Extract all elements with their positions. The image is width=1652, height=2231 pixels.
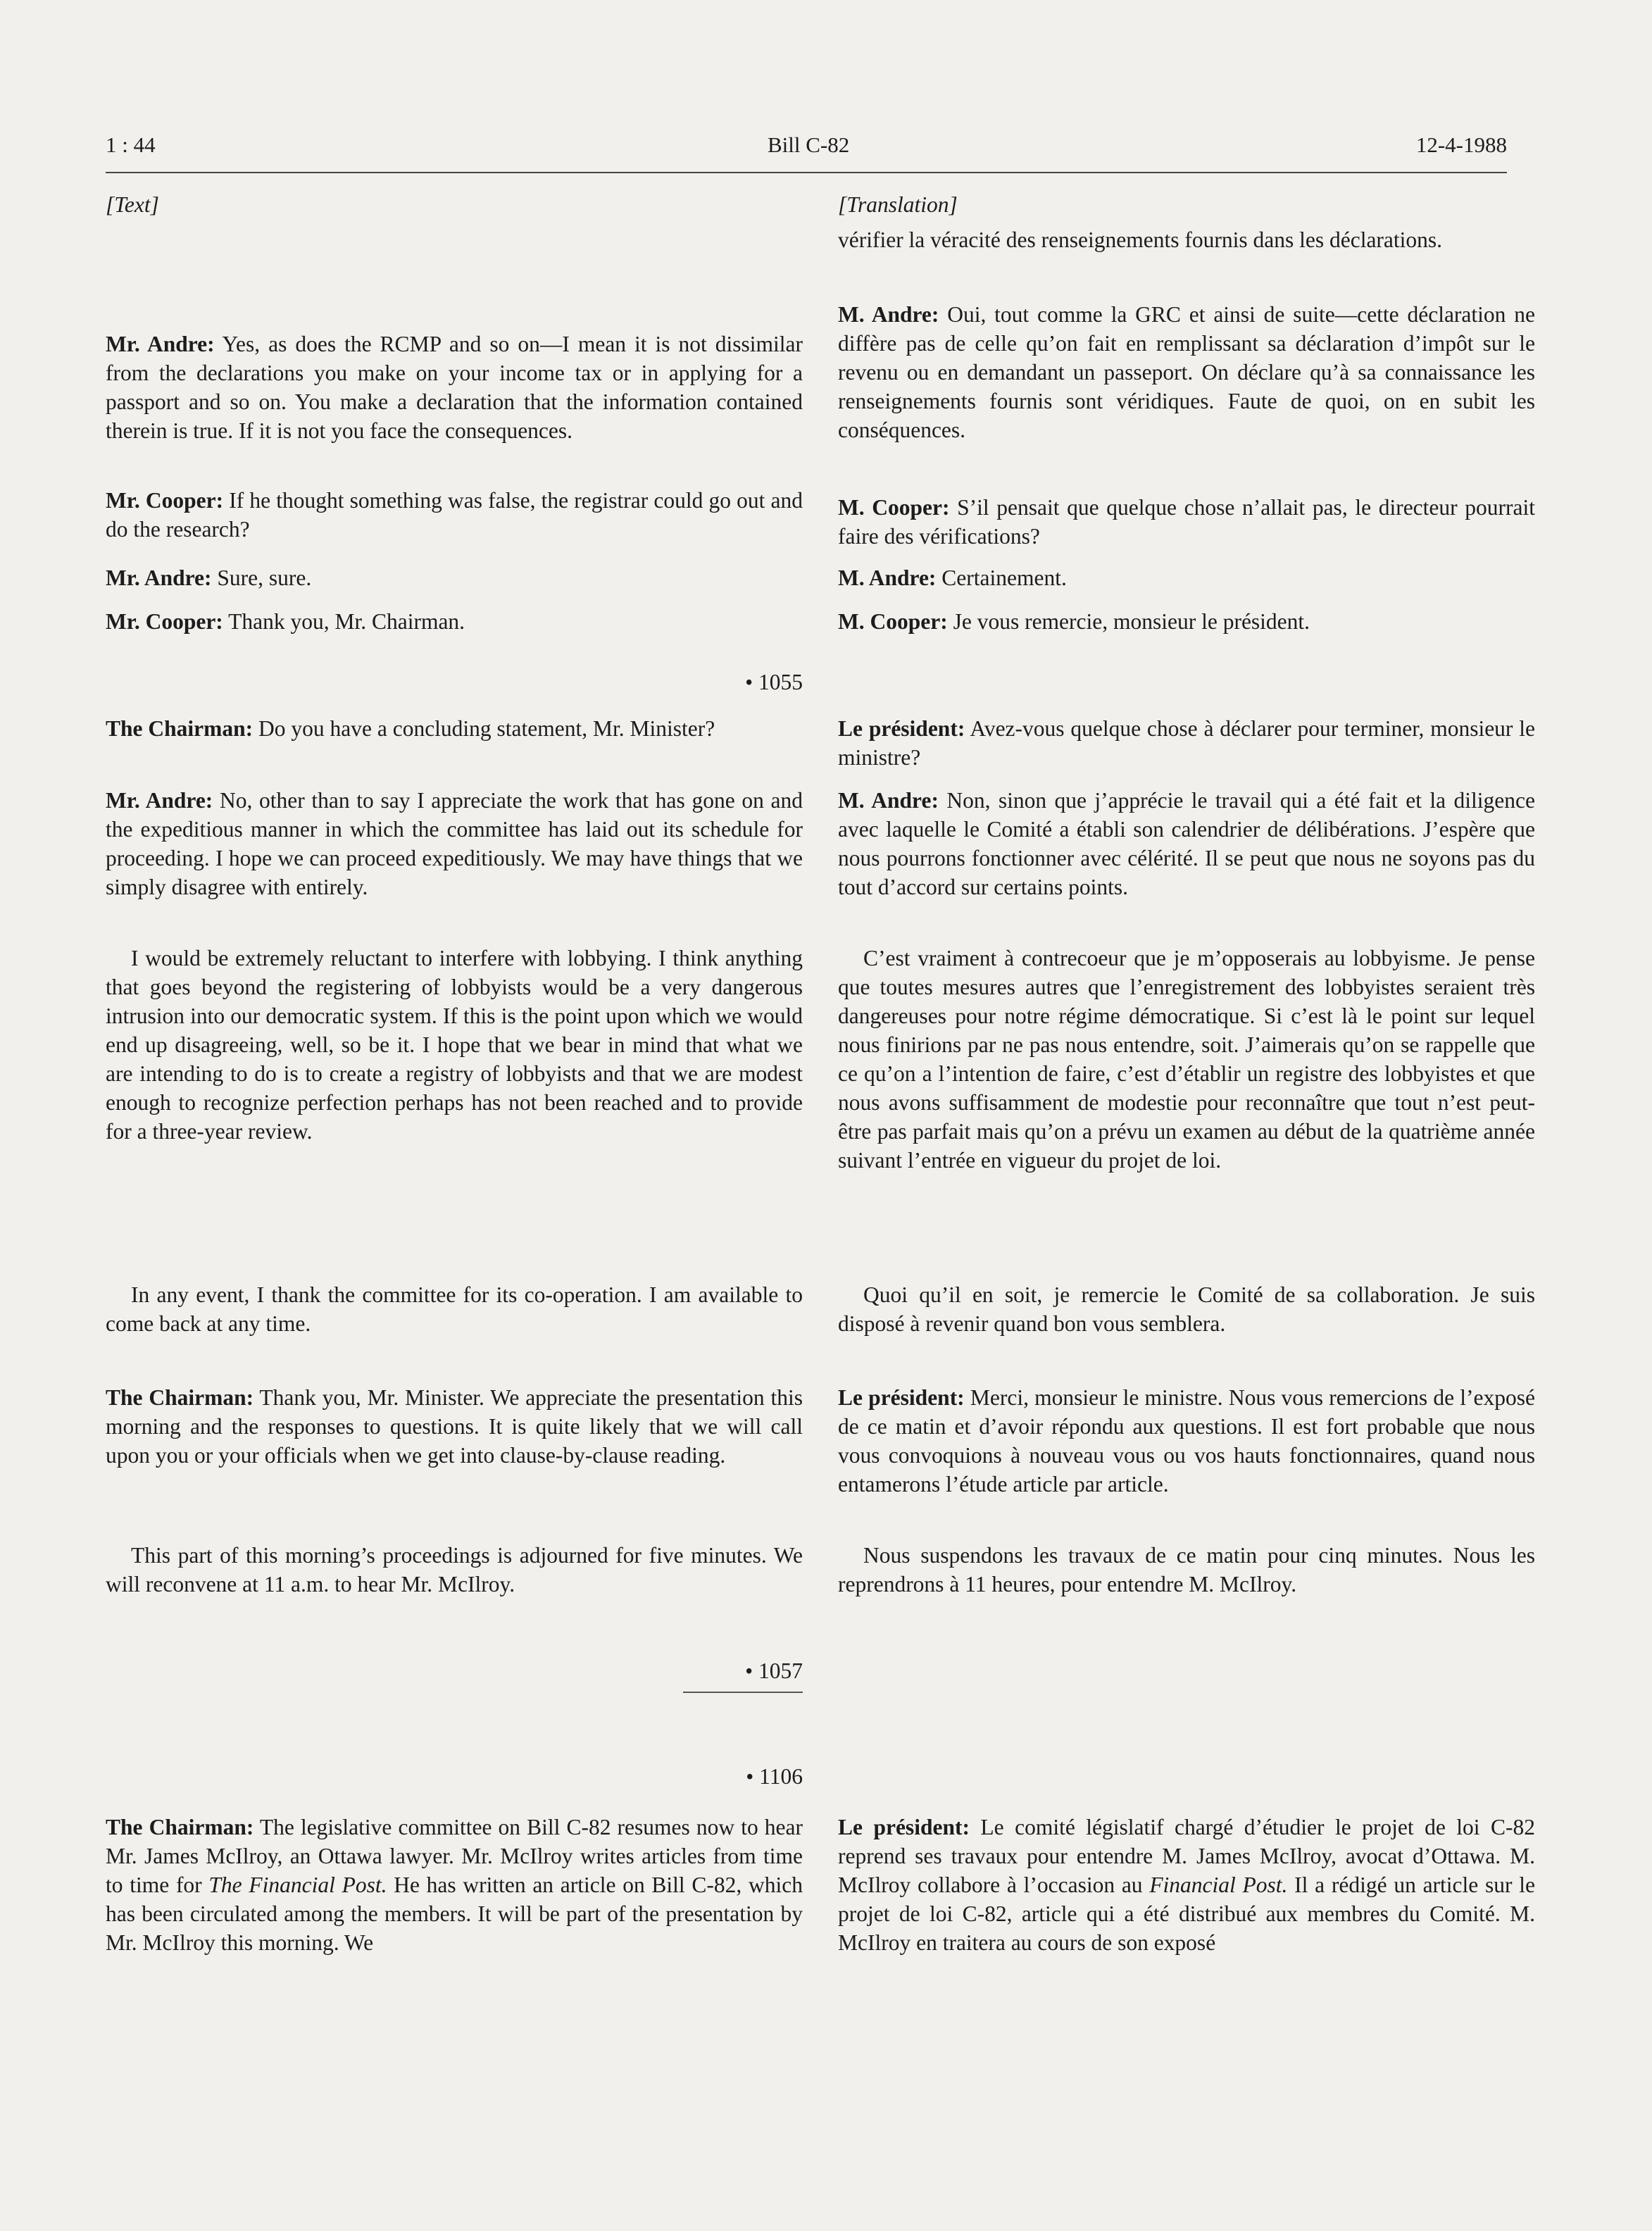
- speech-text: Thank you, Mr. Chairman.: [223, 609, 465, 634]
- time-marker: • 1106: [746, 1764, 803, 1789]
- speech-text: Oui, tout comme la GRC et ainsi de suite—cette déclaration ne diffère pas de celle qu’on fait en remplissant sa déclaration d’impôt sur le revenu ou en demandant un passeport. On déclare qu’à sa connaissance les renseignements fournis sont véridiques. Faute de quoi, on en subit les conséquences.: [838, 302, 1535, 442]
- speaker-name: Mr. Cooper:: [106, 488, 224, 513]
- speech-text: Do you have a concluding statement, Mr. Minister?: [253, 716, 715, 741]
- paragraph: [838, 607, 1535, 636]
- paragraph: [838, 786, 1535, 901]
- section-divider: [683, 1692, 803, 1693]
- page-number: 1 : 44: [106, 132, 156, 157]
- speech-text: Certainement.: [936, 565, 1067, 590]
- paragraph: [106, 486, 803, 544]
- paragraph: Quoi qu’il en soit, je remercie le Comité de sa collaboration. Je suis disposé à revenir quand bon vous semblera.: [838, 1282, 1535, 1336]
- bill-title: Bill C-82: [768, 132, 850, 157]
- speaker-name: Mr. Andre:: [106, 332, 215, 356]
- speech-text: Le comité législatif chargé d’étudier le projet de loi C-82 reprend ses travaux pour entendre M. James McIlroy, avocat d’Ottawa. M. McIlroy collabore à l’occasion au: [838, 1815, 1535, 1897]
- speaker-name: The Chairman:: [106, 716, 254, 741]
- speech-text: S’il pensait que quelque chose n’allait pas, le directeur pourrait faire des vérifications?: [838, 495, 1535, 549]
- paragraph: [838, 563, 1535, 592]
- page-header: [106, 132, 1507, 172]
- speech-text: Yes, as does the RCMP and so on—I mean it is not dissimilar from the declarations you make on your income tax or in applying for a passport and so on. You make a declaration that the information contained therein is true. If it is not you face the consequences.: [106, 332, 803, 443]
- paragraph: [106, 714, 803, 743]
- paragraph: [106, 786, 803, 901]
- publication-title: The Financial Post.: [208, 1873, 387, 1897]
- speaker-name: Mr. Cooper:: [106, 609, 223, 634]
- english-column: [106, 190, 803, 1955]
- speaker-name: M. Andre:: [838, 788, 939, 813]
- paragraph: [106, 330, 803, 445]
- speech-text: If he thought something was false, the registrar could go out and do the research?: [106, 488, 803, 542]
- paragraph: I would be extremely reluctant to interfere with lobbying. I think anything that goes beyond the registering of lobbyists would be a very dangerous intrusion into our democratic system. If this is the point upon which we would end up disagreeing, well, so be it. I hope that we bear in mind that what we are intending to do is to create a registry of lobbyists and that we are modest enough to recognize perfection perhaps has not been reached and to provide for a three-year review.: [106, 946, 803, 1144]
- speaker-name: The Chairman:: [106, 1385, 254, 1410]
- paragraph: In any event, I thank the committee for its co-operation. I am available to come back at any time.: [106, 1282, 803, 1336]
- speaker-name: Le président:: [838, 1385, 965, 1410]
- paragraph: [106, 1383, 803, 1470]
- speaker-name: M. Cooper:: [838, 495, 950, 520]
- speaker-name: M. Andre:: [838, 565, 937, 590]
- paragraph: C’est vraiment à contrecoeur que je m’opposerais au lobbyisme. Je pense que toutes mesures autres que l’enregistrement des lobbyistes seraient très dangereuses pour notre régime démocratique. Si c’est là le point sur lequel nous finirions par ne pas nous entendre, soit. J’aimerais qu’on se rappelle que ce qu’on a l’intention de faire, c’est d’établir un registre des lobbyistes et que nous avons suffisamment de modestie pour reconnaître que tout n’est peut-être pas parfait mais qu’on a prévu un examen au début de la quatrième année suivant l’entrée en vigueur du projet de loi.: [838, 946, 1535, 1173]
- speech-text: Avez-vous quelque chose à déclarer pour terminer, monsieur le ministre?: [838, 716, 1535, 770]
- speech-text: He has written an article on Bill C-82, which has been circulated among the members. It will be part of the presentation by Mr. McIlroy this morning. We: [106, 1873, 803, 1955]
- speech-text: Merci, monsieur le ministre. Nous vous remercions de l’exposé de ce matin et d’avoir répondu aux questions. Il est fort probable que nous vous convoquions à nouveau vous ou vos hauts fonctionnaires, quand nous entamerons l’étude article par article.: [838, 1385, 1536, 1496]
- publication-title: Financial Post.: [1149, 1873, 1288, 1897]
- paragraph: [106, 1813, 803, 1957]
- paragraph: [106, 563, 803, 592]
- paragraph: [838, 493, 1535, 551]
- paragraph: [838, 1383, 1535, 1499]
- paragraph: vérifier la véracité des renseignements fournis dans les déclarations.: [838, 227, 1443, 252]
- speaker-name: Le président:: [838, 716, 965, 741]
- header-rule: [106, 172, 1507, 173]
- speaker-name: M. Andre:: [838, 302, 939, 327]
- speaker-name: Le président:: [838, 1815, 970, 1839]
- paragraph: Nous suspendons les travaux de ce matin pour cinq minutes. Nous les reprendrons à 11 heures, pour entendre M. McIlroy.: [838, 1543, 1535, 1596]
- speaker-name: M. Cooper:: [838, 609, 948, 634]
- speech-text: Non, sinon que j’apprécie le travail qui a été fait et la diligence avec laquelle le Comité a établi son calendrier de délibérations. J’espère que nous pourrons fonctionner avec célérité. Il se peut que nous ne soyons pas du tout d’accord sur certains points.: [838, 788, 1535, 899]
- speech-text: Sure, sure.: [211, 565, 312, 590]
- time-marker: • 1057: [745, 1658, 803, 1683]
- translation-label: [Translation]: [838, 192, 958, 217]
- french-column: [838, 190, 1536, 1955]
- paragraph: [838, 714, 1535, 772]
- speech-text: No, other than to say I appreciate the work that has gone on and the expeditious manner in which the committee has laid out its schedule for proceeding. I hope we can proceed expeditiously. We may have things that we simply disagree with entirely.: [106, 788, 803, 899]
- speech-text: Je vous remercie, monsieur le président.: [947, 609, 1310, 634]
- speaker-name: The Chairman:: [106, 1815, 254, 1839]
- text-label: [Text]: [106, 192, 159, 217]
- speaker-name: Mr. Andre:: [106, 565, 212, 590]
- speech-text: Thank you, Mr. Minister. We appreciate the presentation this morning and the responses to questions. It is quite likely that we will call upon you or your officials when we get into clause-by-clause reading.: [106, 1385, 803, 1468]
- speaker-name: Mr. Andre:: [106, 788, 213, 813]
- paragraph: [838, 300, 1535, 444]
- paragraph: [838, 1813, 1535, 1957]
- speech-text: Il a rédigé un article sur le projet de loi C-82, article qui a été distribué aux membres du Comité. M. McIlroy en traitera au cours de son exposé: [838, 1873, 1535, 1955]
- speech-text: The legislative committee on Bill C-82 resumes now to hear Mr. James McIlroy, an Ottawa lawyer. Mr. McIlroy writes articles from time to time for: [106, 1815, 803, 1897]
- header-date: 12-4-1988: [1415, 132, 1507, 157]
- paragraph: This part of this morning’s proceedings is adjourned for five minutes. We will reconvene at 11 a.m. to hear Mr. McIlroy.: [106, 1543, 803, 1596]
- paragraph: [106, 607, 803, 636]
- time-marker: • 1055: [745, 670, 803, 694]
